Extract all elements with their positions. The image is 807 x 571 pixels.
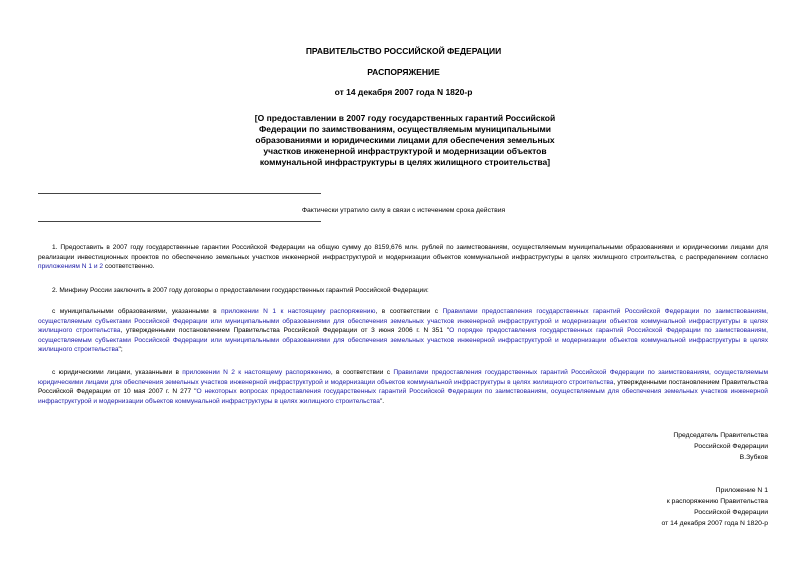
paragraph-3-text-b: , в соответствии с (375, 308, 443, 315)
paragraph-3-text-a: с муниципальными образованиями, указанными в (52, 308, 222, 315)
appendix-number: Приложение N 1 (715, 487, 768, 494)
status-note: Фактически утратило силу в связи с истечением срока действия (301, 207, 506, 214)
appendices-link[interactable]: приложениям N 1 и 2 (38, 263, 104, 271)
paragraph-4-text-d: ". (379, 397, 385, 405)
appendix-header (508, 485, 768, 529)
rules-351-link[interactable]: Правилами предоставления государственных гарантий Российской Федерации по заимствованиям, осуществляемым субъектами Российской Федерации или муниципальными образованиями для обеспечения земельных участков инженерной инфраструктурой и модернизации объектов коммунальной инфраструктуры в целях жилищного строительства (38, 308, 768, 335)
paragraph-3-text-d: "; (118, 346, 123, 354)
appendix-ref: к распоряжению Правительства (666, 498, 768, 505)
paragraph-4-text-c: , утвержденными постановлением Правительства Российской Федерации от 10 мая 2007 г. N 277 " (38, 378, 768, 396)
paragraph-1-text-a: 1. Предоставить в 2007 году государственные гарантии Российской Федерации на общую сумму до 8159,676 млн. рублей по заимствованиям, осуществляемым муниципальными образованиями и юридическими лицами для реализации инвестиционных проектов по обеспечению земельных участков инженерной инфраструктурой и модернизации объектов коммунальной инфраструктуры в целях жилищного строительства, с распределением согласно (38, 244, 768, 261)
paragraph-3-text-c: , утвержденными постановлением Правительства Российской Федерации от 3 июня 2006 г. N 351 " (120, 327, 450, 335)
paragraph-4-text-b: , в соответствии с (330, 369, 394, 376)
paragraph-1 (38, 243, 768, 272)
resolution-351-link[interactable]: О порядке предоставления государственных гарантий Российской Федерации по заимствованиям, осуществляемым субъектами Российской Федерации или муниципальными образованиями для обеспечения земельных участков инженерной инфраструктурой и модернизации объектов коммунальной инфраструктуры в целях жилищного строительства (38, 327, 768, 354)
paragraph-4-text-a: с юридическими лицами, указанными в (52, 369, 183, 376)
paragraph-3 (38, 307, 768, 355)
document-type: РАСПОРЯЖЕНИЕ (367, 67, 440, 77)
paragraph-4 (38, 368, 768, 406)
rules-277-link[interactable]: Правилами предоставления государственных гарантий Российской Федерации по заимствованиям, осуществляемым юридическими лицами для обеспечения земельных участков инженерной инфраструктурой и модернизации объектов коммунальной инфраструктуры в целях жилищного строительства (38, 369, 768, 386)
document-title: [О предоставлении в 2007 году государственных гарантий Российской Федерации по заимствованиям, осуществляемым муниципальными образованиями и юридическими лицами для обеспечения земельных участков инженерной инфраструктурой и модернизации объектов коммунальной инфраструктуры в целях жилищного строительства] (254, 113, 556, 167)
signature-country: Российской Федерации (694, 443, 768, 450)
paragraph-2: 2. Минфину России заключить в 2007 году договоры о предоставлении государственных гарантий Российской Федерации: (52, 287, 429, 294)
document-date: от 14 декабря 2007 года N 1820-р (334, 87, 473, 97)
divider-bottom (38, 221, 321, 222)
paragraph-1-text-b: соответственно. (103, 263, 155, 271)
signature-name: В.Зубков (739, 454, 768, 461)
appendix-1-link[interactable]: приложении N 1 к настоящему распоряжению (221, 308, 376, 315)
signature-position: Председатель Правительства (673, 432, 768, 439)
resolution-277-link[interactable]: О некоторых вопросах предоставления государственных гарантий Российской Федерации по заимствованиям, осуществляемым для обеспечения земельных участков инженерной инфраструктурой и модернизации объектов коммунальной инфраструктуры в целях жилищного строительства (38, 388, 768, 405)
divider-top (38, 193, 321, 194)
signature-block (508, 430, 768, 463)
appendix-date: от 14 декабря 2007 года N 1820-р (661, 520, 768, 527)
document-org: ПРАВИТЕЛЬСТВО РОССИЙСКОЙ ФЕДЕРАЦИИ (305, 46, 502, 56)
appendix-country: Российской Федерации (694, 509, 768, 516)
appendix-2-link[interactable]: приложении N 2 к настоящему распоряжению (182, 369, 331, 376)
